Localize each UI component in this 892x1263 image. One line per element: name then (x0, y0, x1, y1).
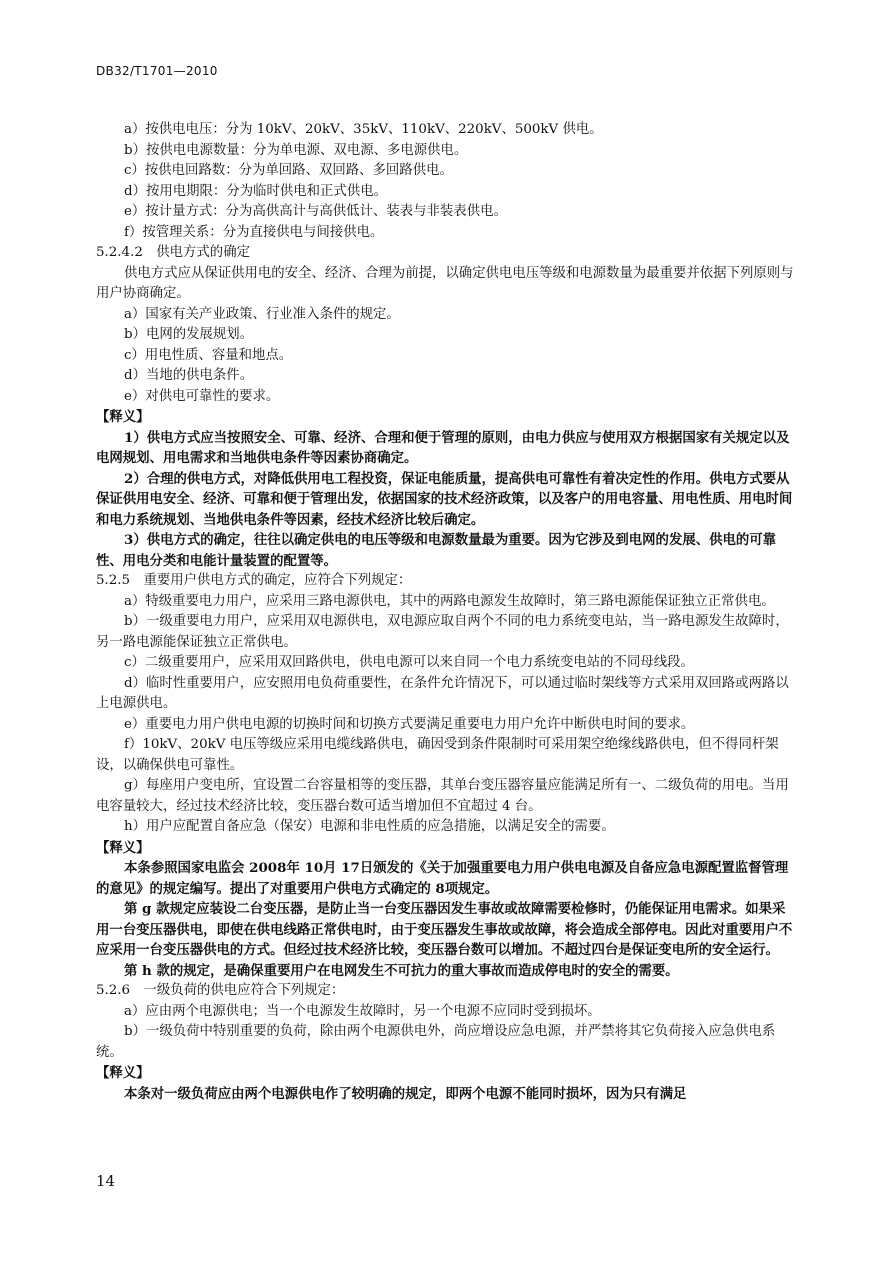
paragraph: e）重要电力用户供电电源的切换时间和切换方式要满足重要电力用户允许中断供电时间的要求。 (124, 716, 695, 732)
explanation-paragraph: 2）合理的供电方式，对降低供用电工程投资，保证电能质量，提高供电可靠性有着决定性的作用。供电方式要从保证供用电安全、经济、可靠和便于管理出发，依据国家的技术经济政策，以及客户的用电容量、用电性质、用电时间和电力系统规划、当地供电条件等因素，经技术经济比较后确定。 (96, 470, 793, 528)
paragraph: c）按供电回路数：分为单回路、双回路、多回路供电。 (124, 163, 453, 178)
section-heading: 5.2.4.2 供电方式的确定 (96, 245, 250, 260)
explanation-heading: 【释义】 (96, 1065, 150, 1081)
paragraph: 供电方式应从保证供用电的安全、经济、合理为前提，以确定供电电压等级和电源数量为最重要并依据下列原则与用户协商确定。 (96, 265, 794, 301)
paragraph: a）应由两个电源供电；当一个电源发生故障时，另一个电源不应同时受到损坏。 (124, 1003, 601, 1019)
standard-code-header: DB32/T1701—2010 (96, 64, 218, 78)
paragraph: d）按用电期限：分为临时供电和正式供电。 (124, 183, 387, 199)
explanation-paragraph: 第 g 款规定应装设二台变压器，是防止当一台变压器因发生事故或故障需要检修时，仍能保证用电需求。如果采用一台变压器供电，即使在供电线路正常供电时，由于变压器发生事故或故障，将会造成全部停电。因此对重要用户不应采用一台变压器供电的方式。但经过技术经济比较，变压器台数可以增加。不超过四台是保证变电所的安全运行。 (96, 901, 793, 958)
paragraph: b）按供电电源数量：分为单电源、双电源、多电源供电。 (124, 142, 468, 158)
paragraph: c）二级重要用户，应采用双回路供电，供电电源可以来自同一个电力系统变电站的不同母线段。 (124, 655, 694, 670)
page-number: 14 (96, 1172, 116, 1190)
paragraph: a）按供电电压：分为 10kV、20kV、35kV、110kV、220kV、500kV 供电。 (124, 122, 603, 137)
explanation-paragraph: 3）供电方式的确定，往往以确定供电的电压等级和电源数量最为重要。因为它涉及到电网的发展、供电的可靠性、用电分类和电能计量装置的配置等。 (96, 532, 777, 569)
paragraph: e）对供电可靠性的要求。 (124, 388, 280, 404)
paragraph: d）当地的供电条件。 (124, 368, 254, 383)
paragraph: b）电网的发展规划。 (124, 327, 254, 342)
explanation-paragraph: 第 h 款的规定，是确保重要用户在电网发生不可抗力的重大事故而造成停电时的安全的需要。 (124, 962, 679, 979)
body-text (96, 120, 796, 1104)
explanation-paragraph: 1）供电方式应当按照安全、可靠、经济、合理和便于管理的原则，由电力供应与使用双方根据国家有关规定以及电网规划、用电需求和当地供电条件等因素协商确定。 (96, 429, 790, 466)
paragraph: c）用电性质、容量和地点。 (124, 347, 293, 363)
explanation-heading: 【释义】 (96, 409, 150, 425)
explanation-paragraph: 本条参照国家电监会 2008年 10月 17日颁发的《关于加强重要电力用户供电电源及自备应急电源配置监督管理的意见》的规定编写。提出了对重要用户供电方式确定的 8项规定。 (96, 860, 789, 897)
paragraph: b）一级重要电力用户，应采用双电源供电，双电源应取自两个不同的电力系统变电站，当一路电源发生故障时，另一路电源能保证独立正常供电。 (96, 614, 789, 650)
section-heading: 5.2.6 一级负荷的供电应符合下列规定： (96, 983, 345, 998)
paragraph: e）按计量方式：分为高供高计与高供低计、装表与非装表供电。 (124, 204, 507, 219)
paragraph: b）一级负荷中特别重要的负荷，除由两个电源供电外，尚应增设应急电源，并严禁将其它负荷接入应急供电系统。 (96, 1024, 776, 1060)
paragraph: g）每座用户变电所，宜设置二台容量相等的变压器，其单台变压器容量应能满足所有一、二级负荷的用电。当用电容量较大，经过技术经济比较，变压器台数可适当增加但不宜超过 4 台。 (96, 778, 789, 814)
section-heading: 5.2.5 重要用户供电方式的确定，应符合下列规定： (96, 573, 412, 588)
paragraph: a）特级重要电力用户，应采用三路电源供电，其中的两路电源发生故障时，第三路电源能保证独立正常供电。 (124, 593, 775, 609)
explanation-paragraph: 本条对一级负荷应由两个电源供电作了较明确的规定，即两个电源不能同时损坏，因为只有满足 (124, 1085, 687, 1102)
paragraph: h）用户应配置自备应急（保安）电源和非电性质的应急措施，以满足安全的需要。 (124, 819, 615, 834)
explanation-heading: 【释义】 (96, 839, 150, 856)
paragraph: f）10kV、20kV 电压等级应采用电缆线路供电，确因受到条件限制时可采用架空绝缘线路供电，但不得同杆架设，以确保供电可靠性。 (96, 737, 779, 773)
paragraph: f）按管理关系：分为直接供电与间接供电。 (124, 224, 384, 240)
paragraph: d）临时性重要用户，应安照用电负荷重要性，在条件允许情况下，可以通过临时架线等方式采用双回路或两路以上电源供电。 (96, 675, 789, 711)
paragraph: a）国家有关产业政策、行业准入条件的规定。 (124, 306, 400, 322)
